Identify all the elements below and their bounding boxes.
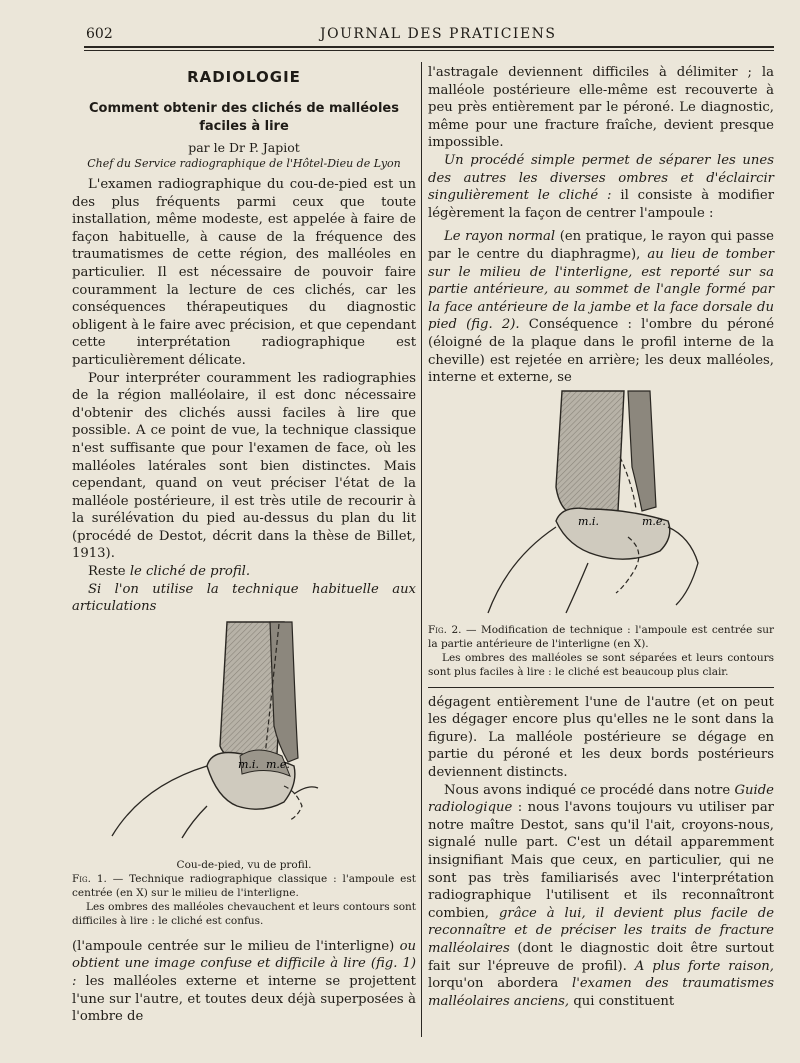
paragraph: Si l'on utilise la technique habituelle aux articulations: [72, 581, 416, 615]
tibia-shape: [556, 391, 624, 518]
label-me: m.e.: [266, 757, 290, 771]
figure-subtitle: Cou-de-pied, vu de profil.: [176, 858, 312, 871]
figure-caption: [72, 872, 416, 900]
text-span: : nous l'avons toujours vu utiliser par notre maître Destot, sans qu'il l'ait, croyons-nous, signalé nulle part. C'est un détail apparemment insignifiant Mais que ceux, en particulier, qui ne sont pas très familiarisés avec l'interprétation radiographique l'utilisent et ils reconnaîtront combien,: [428, 800, 774, 921]
paragraph: [72, 563, 416, 581]
left-column: [72, 64, 416, 1026]
text-span-italic: Le rayon normal: [444, 229, 556, 245]
text-span: il consiste à modifier légèrement la façon de centrer l'ampoule :: [428, 188, 774, 221]
figure-caption-note: Les ombres des malléoles se sont séparées et leurs contours sont plus faciles à lire : le cliché est beaucoup plus clair.: [428, 651, 774, 678]
text-span: qui constituent: [569, 993, 675, 1009]
text-span: Conséquence : l'ombre du péroné (éloigné de la plaque dans le profil interne de la cheville) est rejetée en arrière; les deux malléoles, interne et externe, se: [428, 317, 775, 386]
paragraph: Pour interpréter couramment les radiographies de la région malléolaire, il est donc nécessaire d'obtenir des clichés aussi faciles à lire que possible. A ce point de vue, la technique classique n'est suffisante que pour l'examen de face, où les malléoles latérales sont bien distinctes. Mais cependant, quand on veut préciser l'état de la malléole postérieure, il est très utile de recourir à la surélévation du pied au-dessus du plan du lit (procédé de Destot, décrit dans la thèse de Billet, 1913).: [72, 370, 416, 562]
paragraph: [428, 228, 774, 386]
text-span-italic: grâce à lui, il devient plus facile de reconnaître et de préciser les traits de fracture malléolaires: [428, 905, 775, 956]
section-heading: RADIOLOGIE: [187, 68, 301, 86]
article-byline: par le Dr P. Japiot: [188, 140, 300, 155]
text-span: Nous avons indiqué ce procédé dans notre: [444, 782, 735, 798]
ankle-drawing-classic: [72, 616, 416, 858]
column-divider: [421, 62, 422, 1037]
author-affiliation: Chef du Service radiographique de l'Hôtel-Dieu de Lyon: [87, 157, 401, 170]
paragraph: l'astragale deviennent difficiles à délimiter ; la malléole postérieure elle-même est recouverte à peu près entièrement par le péroné. Le diagnostic, même pour une fracture fraîche, devient presque impossible.: [428, 65, 774, 151]
caption-text: — Modification de technique : l'ampoule est centrée sur la partie antérieure de l'interligne (en X).: [428, 623, 774, 650]
paragraph: L'examen radiographique du cou-de-pied est un des plus fréquents parmi ceux que toute installation, même modeste, est appelée à faire de façon habituelle, à cause de la fréquence des traumatismes de cette région, des malléoles en particulier. Il est nécessaire de pouvoir faire couramment la lecture de ces clichés, car les conséquences thérapeutiques du diagnostic obligent à le faire avec précision, et que cependant cette interprétation radiographique est particulièrement délicate.: [72, 177, 416, 368]
paragraph: dégagent entièrement l'une de l'autre (et on peut les dégager encore plus qu'elles ne le sont dans la figure). La malléole postérieure se dégage en partie du péroné et les deux bords postérieurs deviennent distincts.: [428, 694, 774, 781]
running-header: JOURNAL DES PRATICIENS: [320, 26, 557, 42]
paragraph: [428, 152, 774, 222]
text-span: les malléoles externe et interne se projettent l'une sur l'autre, et toutes deux déjà superposées à l'ombre de: [72, 974, 416, 1025]
text-span: Reste: [88, 564, 130, 580]
text-span-italic: au lieu de tomber sur le milieu de l'interligne, est reporté sur sa partie antérieure, au sommet de l'angle formé par la face antérieure de la jambe et la face dorsale du pied (fig. 2).: [428, 246, 774, 333]
paragraph: [428, 782, 774, 1011]
text-span: (l'ampoule centrée sur le milieu de l'interligne): [72, 938, 400, 954]
label-mi: m.i.: [238, 757, 259, 771]
text-span-italic: Guide radiologique: [428, 782, 774, 816]
figure-1: [72, 616, 416, 928]
figure-2: [428, 387, 774, 679]
fibula-shape: [628, 391, 656, 511]
text-span: (en pratique, le rayon qui passe par le centre du diaphragme),: [428, 229, 774, 262]
figure-label: Fig. 1.: [72, 872, 107, 885]
figure-divider: [428, 687, 774, 688]
right-column: [428, 64, 774, 1010]
figure-caption: [428, 623, 774, 651]
text-span-italic: le cliché de profil.: [129, 564, 251, 580]
figure-caption-note: Les ombres des malléoles chevauchent et leurs contours sont difficiles à lire : le cliché est confus.: [72, 900, 416, 927]
text-span-italic: l'examen des traumatismes malléolaires anciens,: [428, 976, 774, 1009]
ankle-drawing-modified: [428, 387, 774, 623]
text-span-italic: ou obtient une image confuse et difficile à lire (fig. 1) :: [72, 938, 416, 990]
text-span-italic: Un procédé simple permet de séparer les unes des autres les diverses ombres et d'éclaircir singulièrement le cliché :: [428, 152, 774, 204]
header-rule-thin: [84, 50, 774, 51]
figure-label: Fig. 2.: [428, 623, 462, 636]
header-rule: [84, 46, 774, 48]
text-span: (dont le diagnostic doit être surtout fait sur l'épreuve de profil).: [428, 941, 774, 974]
page-number: 602: [86, 26, 113, 42]
caption-text: — Technique radiographique classique : l'ampoule est centrée (en X) sur le milieu de l'interligne.: [72, 872, 416, 899]
label-me: m.e.: [642, 514, 666, 528]
label-mi: m.i.: [578, 514, 599, 528]
paragraph: [72, 938, 416, 1026]
text-span-italic: A plus forte raison,: [634, 958, 774, 974]
article-title: Comment obtenir des clichés de malléoles faciles à lire: [89, 101, 399, 134]
text-span: lorqu'on abordera: [428, 976, 572, 992]
